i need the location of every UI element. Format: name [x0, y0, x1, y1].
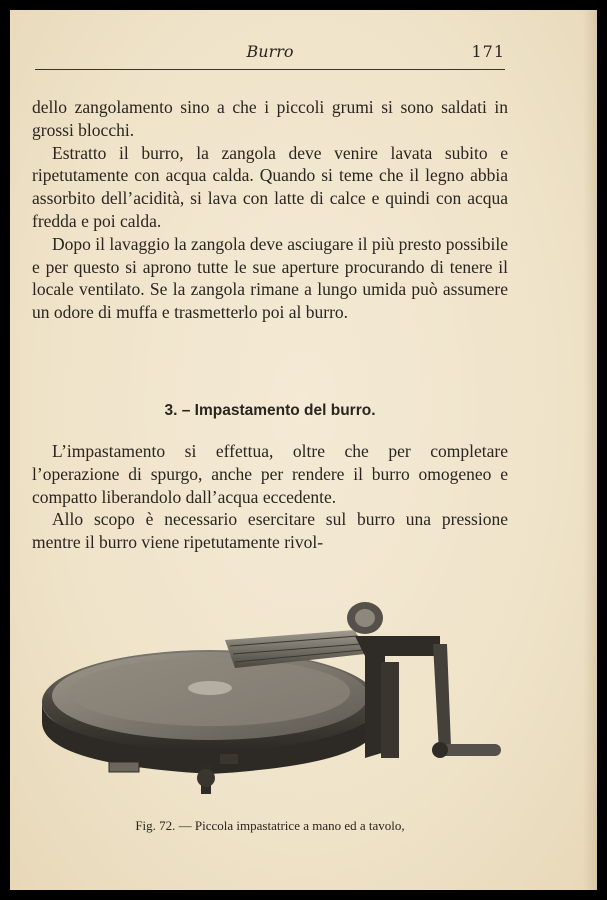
paragraph: dello zangolamento sino a che i piccoli grumi si sono saldati in grossi blocchi. — [32, 97, 508, 140]
page-header — [35, 42, 505, 72]
page-number: 171 — [471, 42, 505, 61]
page-edge-shadow — [583, 10, 597, 890]
book-page — [10, 10, 597, 890]
paragraph: L’impastamento si effettua, oltre che per completare l’operazione di spurgo, anche per rendere il burro omogeneo e compatto liberandolo dall’acqua eccedente. — [32, 441, 508, 507]
section-heading: 3. – Impastamento del burro. — [164, 402, 376, 419]
header-rule — [35, 69, 505, 70]
figure-caption: Fig. 72. — Piccola impastatrice a mano ed a tavolo, — [135, 818, 405, 833]
paragraph: Estratto il burro, la zangola deve venire lavata subito e ripetutamente con acqua calda. Quando si teme che il legno abbia assorbito dell’acidità, si lava con latte di calce e quindi con acqua fredda e poi calda. — [32, 142, 508, 231]
text-block-before-heading — [32, 96, 508, 324]
text-block-after-heading — [32, 440, 508, 554]
running-title: Burro — [246, 42, 294, 61]
paragraph: Allo scopo è necessario esercitare sul burro una pressione mentre il burro viene ripetutamente rivol- — [32, 509, 508, 553]
paragraph: Dopo il lavaggio la zangola deve asciugare il più presto possibile e per questo si aprono tutte le sue aperture procurando di tenere il locale ventilato. Se la zangola rimane a lungo umida può assumere un odore di muffa e trasmetterlo poi al burro. — [32, 233, 508, 323]
butter-kneader-illustration — [35, 592, 505, 812]
butter-kneader-drawing — [35, 592, 505, 812]
